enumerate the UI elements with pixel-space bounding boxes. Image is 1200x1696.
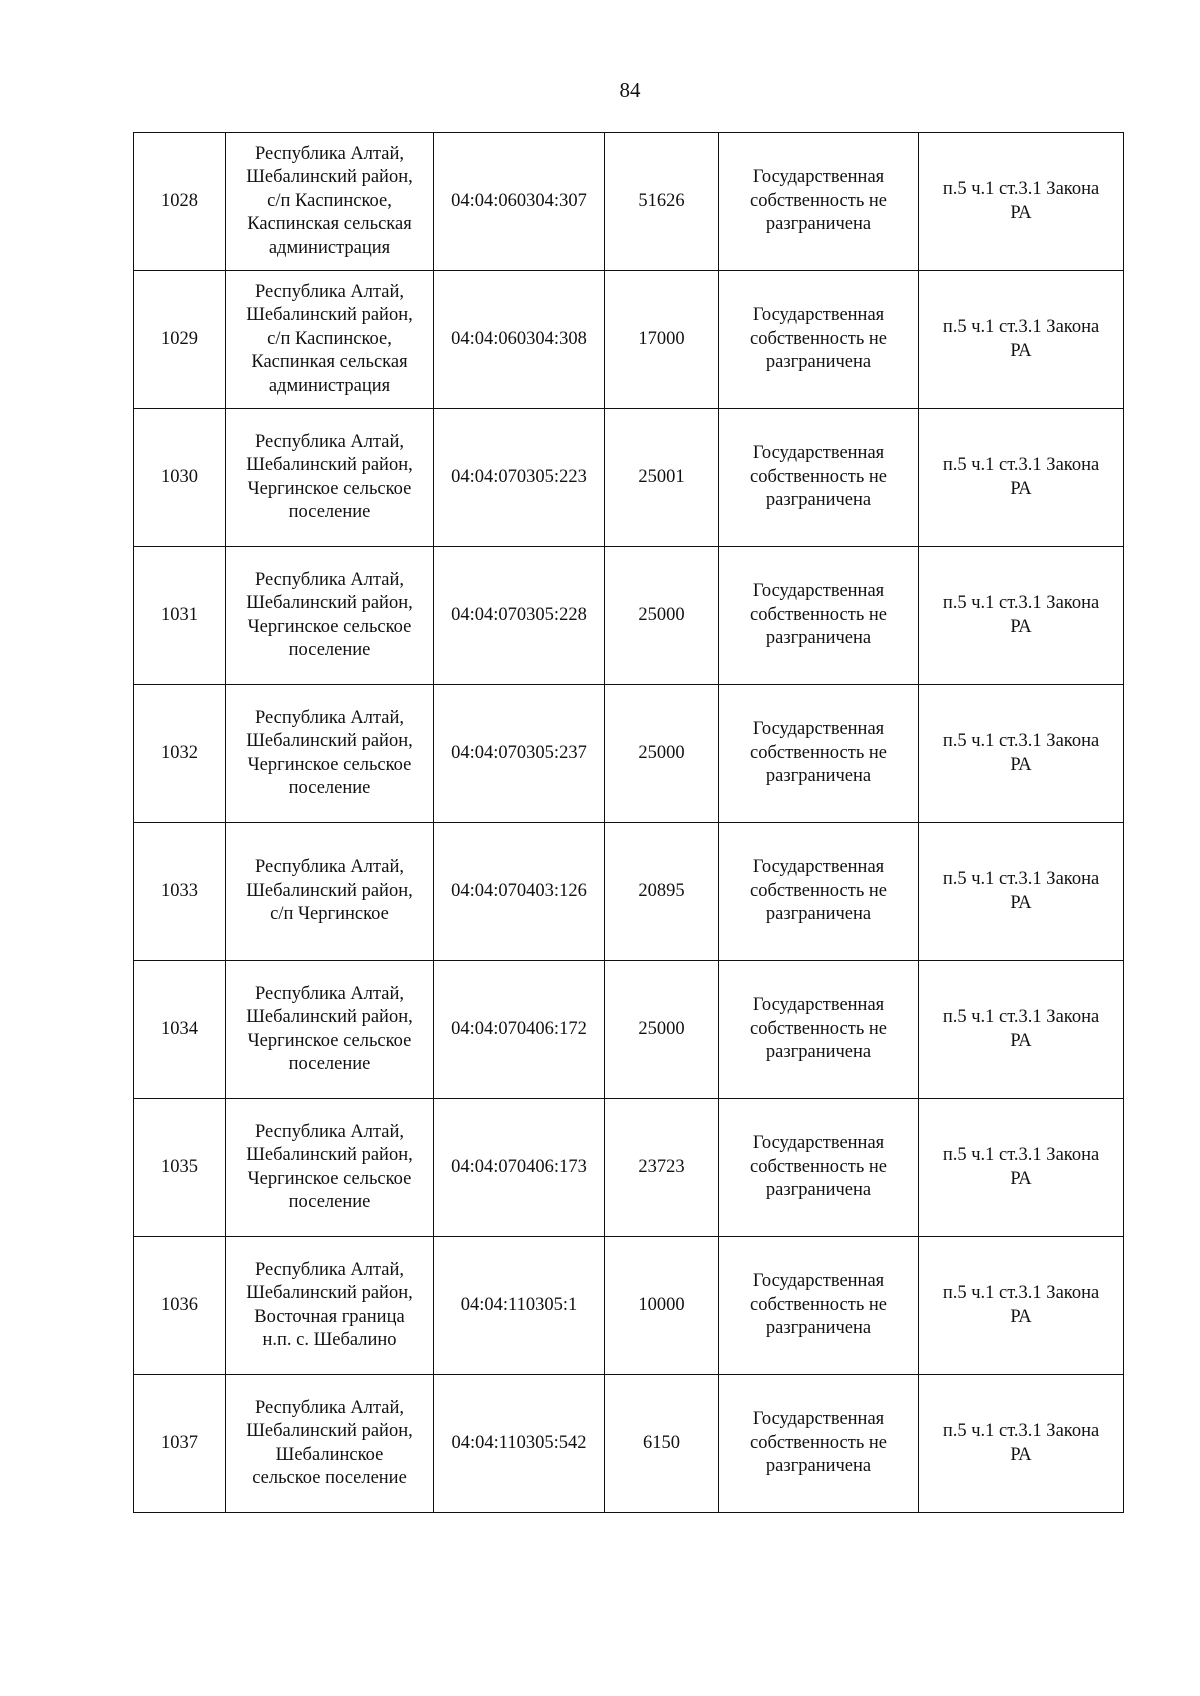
address-line: администрация — [268, 375, 391, 396]
legal-basis-cell — [919, 133, 1124, 271]
area-cell — [605, 547, 719, 685]
legal-basis-cell — [919, 409, 1124, 547]
ownership-cell — [719, 961, 919, 1099]
area-cell — [605, 685, 719, 823]
row-number-value: 1031 — [161, 604, 198, 625]
ownership-cell — [719, 547, 919, 685]
address-line: Шебалинский район, — [246, 1007, 413, 1028]
legal-basis-line: п.5 ч.1 ст.3.1 Закона — [942, 179, 1100, 200]
table-row — [134, 823, 1124, 961]
address-line: Республика Алтай, — [254, 1259, 405, 1280]
address-cell — [226, 961, 434, 1099]
legal-basis-line: РА — [1010, 1306, 1032, 1327]
address-line: с/п Чергинское — [270, 904, 389, 925]
legal-basis-cell — [919, 1099, 1124, 1237]
row-number-value: 1036 — [161, 1294, 198, 1315]
ownership-line: разграничена — [765, 490, 872, 511]
cadastral-number-cell — [434, 133, 605, 271]
row-number-value: 1037 — [161, 1432, 198, 1453]
legal-basis-cell — [919, 961, 1124, 1099]
cadastral-number-cell — [434, 1237, 605, 1375]
address-cell — [226, 823, 434, 961]
row-number-cell — [134, 133, 226, 271]
address-line: Чергинское сельское — [247, 1030, 412, 1051]
cadastral-number-cell — [434, 547, 605, 685]
address-line: Восточная граница — [254, 1306, 405, 1327]
row-number-cell — [134, 271, 226, 409]
address-line: поселение — [288, 1053, 371, 1074]
row-number-value: 1035 — [161, 1156, 198, 1177]
ownership-line: разграничена — [765, 766, 872, 787]
legal-basis-line: РА — [1010, 1168, 1032, 1189]
cadastral-number-value: 04:04:070403:126 — [451, 880, 587, 901]
ownership-line: Государственная — [752, 995, 885, 1016]
legal-basis-line: п.5 ч.1 ст.3.1 Закона — [942, 593, 1100, 614]
address-cell — [226, 685, 434, 823]
address-line: Каспинкая сельская — [251, 352, 408, 373]
row-number-value: 1030 — [161, 466, 198, 487]
ownership-line: Государственная — [752, 443, 885, 464]
ownership-line: Государственная — [752, 305, 885, 326]
address-line: Шебалинский район, — [246, 305, 413, 326]
ownership-line: Государственная — [752, 581, 885, 602]
area-cell — [605, 271, 719, 409]
ownership-line: разграничена — [765, 214, 872, 235]
legal-basis-line: п.5 ч.1 ст.3.1 Закона — [942, 317, 1100, 338]
table-row — [134, 1237, 1124, 1375]
cadastral-number-value: 04:04:070406:173 — [451, 1156, 587, 1177]
area-cell — [605, 823, 719, 961]
row-number-cell — [134, 1375, 226, 1513]
address-line: Каспинская сельская — [247, 214, 412, 235]
ownership-line: собственность не — [750, 742, 887, 763]
legal-basis-cell — [919, 1375, 1124, 1513]
table-row — [134, 1099, 1124, 1237]
legal-basis-cell — [919, 547, 1124, 685]
cadastral-number-value: 04:04:110305:1 — [460, 1294, 578, 1315]
cadastral-number-cell — [434, 271, 605, 409]
ownership-line: собственность не — [750, 466, 887, 487]
legal-basis-cell — [919, 685, 1124, 823]
cadastral-number-cell — [434, 823, 605, 961]
ownership-line: собственность не — [750, 328, 887, 349]
address-line: Чергинское сельское — [247, 754, 412, 775]
address-line: Республика Алтай, — [254, 1121, 405, 1142]
row-number-value: 1028 — [161, 190, 198, 211]
area-cell — [605, 133, 719, 271]
area-value: 25000 — [638, 1018, 685, 1039]
land-plots-table — [133, 132, 1124, 1513]
row-number-cell — [134, 547, 226, 685]
ownership-line: Государственная — [752, 1271, 885, 1292]
ownership-line: собственность не — [750, 1432, 887, 1453]
address-cell — [226, 1237, 434, 1375]
address-line: Шебалинский район, — [246, 731, 413, 752]
table-row — [134, 1375, 1124, 1513]
address-line: Шебалинский район, — [246, 455, 413, 476]
area-cell — [605, 961, 719, 1099]
row-number-cell — [134, 685, 226, 823]
cadastral-number-cell — [434, 685, 605, 823]
ownership-line: собственность не — [750, 880, 887, 901]
legal-basis-line: РА — [1010, 892, 1032, 913]
cadastral-number-value: 04:04:070305:228 — [451, 604, 587, 625]
cadastral-number-value: 04:04:060304:307 — [451, 190, 587, 211]
area-cell — [605, 1375, 719, 1513]
address-cell — [226, 1099, 434, 1237]
ownership-line: разграничена — [765, 628, 872, 649]
table-row — [134, 547, 1124, 685]
row-number-value: 1033 — [161, 880, 198, 901]
ownership-cell — [719, 685, 919, 823]
ownership-cell — [719, 133, 919, 271]
legal-basis-cell — [919, 1237, 1124, 1375]
address-line: Республика Алтай, — [254, 1397, 405, 1418]
address-line: Республика Алтай, — [254, 431, 405, 452]
area-value: 51626 — [638, 190, 685, 211]
legal-basis-line: РА — [1010, 478, 1032, 499]
legal-basis-line: п.5 ч.1 ст.3.1 Закона — [942, 1421, 1100, 1442]
ownership-line: разграничена — [765, 352, 872, 373]
ownership-line: разграничена — [765, 1318, 872, 1339]
address-line: Республика Алтай, — [254, 707, 405, 728]
address-line: Чергинское сельское — [247, 1168, 412, 1189]
address-line: Шебалинский район, — [246, 1421, 413, 1442]
area-cell — [605, 409, 719, 547]
ownership-line: разграничена — [765, 1456, 872, 1477]
cadastral-number-value: 04:04:110305:542 — [451, 1432, 587, 1453]
address-line: Шебалинский район, — [246, 880, 413, 901]
ownership-cell — [719, 409, 919, 547]
address-cell — [226, 271, 434, 409]
area-value: 6150 — [643, 1432, 680, 1453]
area-value: 20895 — [638, 880, 685, 901]
legal-basis-line: РА — [1010, 340, 1032, 361]
address-line: сельское поселение — [252, 1467, 407, 1488]
area-cell — [605, 1099, 719, 1237]
legal-basis-line: п.5 ч.1 ст.3.1 Закона — [942, 731, 1100, 752]
address-line: Шебалинский район, — [246, 1145, 413, 1166]
legal-basis-line: п.5 ч.1 ст.3.1 Закона — [942, 1283, 1100, 1304]
area-value: 17000 — [638, 328, 685, 349]
legal-basis-cell — [919, 823, 1124, 961]
area-value: 10000 — [638, 1294, 685, 1315]
address-line: Республика Алтай, — [254, 983, 405, 1004]
table-row — [134, 685, 1124, 823]
address-line: н.п. с. Шебалино — [262, 1329, 397, 1350]
ownership-line: Государственная — [752, 719, 885, 740]
ownership-line: разграничена — [765, 904, 872, 925]
cadastral-number-value: 04:04:070305:223 — [451, 466, 587, 487]
table-body — [134, 133, 1124, 1513]
cadastral-number-value: 04:04:060304:308 — [451, 328, 587, 349]
area-value: 25000 — [638, 742, 685, 763]
ownership-cell — [719, 1237, 919, 1375]
ownership-line: собственность не — [750, 1294, 887, 1315]
table-row — [134, 271, 1124, 409]
area-cell — [605, 1237, 719, 1375]
legal-basis-line: РА — [1010, 1444, 1032, 1465]
row-number-value: 1032 — [161, 742, 198, 763]
legal-basis-line: п.5 ч.1 ст.3.1 Закона — [942, 1007, 1100, 1028]
cadastral-number-cell — [434, 1099, 605, 1237]
ownership-line: собственность не — [750, 190, 887, 211]
legal-basis-cell — [919, 271, 1124, 409]
address-line: Шебалинский район, — [246, 1283, 413, 1304]
ownership-line: Государственная — [752, 167, 885, 188]
ownership-cell — [719, 823, 919, 961]
area-value: 25000 — [638, 604, 685, 625]
address-cell — [226, 1375, 434, 1513]
row-number-cell — [134, 823, 226, 961]
row-number-cell — [134, 409, 226, 547]
ownership-line: разграничена — [765, 1180, 872, 1201]
address-cell — [226, 547, 434, 685]
ownership-line: собственность не — [750, 1156, 887, 1177]
address-line: Шебалинское — [275, 1444, 384, 1465]
cadastral-number-cell — [434, 409, 605, 547]
ownership-line: Государственная — [752, 1409, 885, 1430]
ownership-line: разграничена — [765, 1042, 872, 1063]
address-line: с/п Каспинское, — [267, 190, 392, 211]
address-line: Шебалинский район, — [246, 593, 413, 614]
row-number-cell — [134, 961, 226, 1099]
address-cell — [226, 409, 434, 547]
address-cell — [226, 133, 434, 271]
table-row — [134, 409, 1124, 547]
address-line: поселение — [288, 777, 371, 798]
ownership-line: Государственная — [752, 857, 885, 878]
ownership-line: собственность не — [750, 604, 887, 625]
row-number-cell — [134, 1099, 226, 1237]
address-line: поселение — [288, 639, 371, 660]
legal-basis-line: п.5 ч.1 ст.3.1 Закона — [942, 455, 1100, 476]
area-value: 25001 — [638, 466, 685, 487]
address-line: с/п Каспинское, — [267, 328, 392, 349]
legal-basis-line: РА — [1010, 754, 1032, 775]
area-value: 23723 — [638, 1156, 685, 1177]
address-line: поселение — [288, 501, 371, 522]
cadastral-number-value: 04:04:070305:237 — [451, 742, 587, 763]
address-line: Республика Алтай, — [254, 281, 405, 302]
ownership-cell — [719, 1375, 919, 1513]
row-number-value: 1034 — [161, 1018, 198, 1039]
address-line: администрация — [268, 237, 391, 258]
address-line: поселение — [288, 1191, 371, 1212]
table-row — [134, 133, 1124, 271]
row-number-cell — [134, 1237, 226, 1375]
ownership-cell — [719, 1099, 919, 1237]
legal-basis-line: п.5 ч.1 ст.3.1 Закона — [942, 869, 1100, 890]
address-line: Республика Алтай, — [254, 569, 405, 590]
row-number-value: 1029 — [161, 328, 198, 349]
ownership-line: Государственная — [752, 1133, 885, 1154]
address-line: Шебалинский район, — [246, 167, 413, 188]
table-row — [134, 961, 1124, 1099]
ownership-cell — [719, 271, 919, 409]
legal-basis-line: РА — [1010, 202, 1032, 223]
legal-basis-line: РА — [1010, 1030, 1032, 1051]
address-line: Чергинское сельское — [247, 616, 412, 637]
page-number: 84 — [619, 78, 641, 102]
cadastral-number-value: 04:04:070406:172 — [451, 1018, 587, 1039]
ownership-line: собственность не — [750, 1018, 887, 1039]
cadastral-number-cell — [434, 1375, 605, 1513]
legal-basis-line: п.5 ч.1 ст.3.1 Закона — [942, 1145, 1100, 1166]
address-line: Республика Алтай, — [254, 143, 405, 164]
legal-basis-line: РА — [1010, 616, 1032, 637]
cadastral-number-cell — [434, 961, 605, 1099]
address-line: Чергинское сельское — [247, 478, 412, 499]
address-line: Республика Алтай, — [254, 857, 405, 878]
